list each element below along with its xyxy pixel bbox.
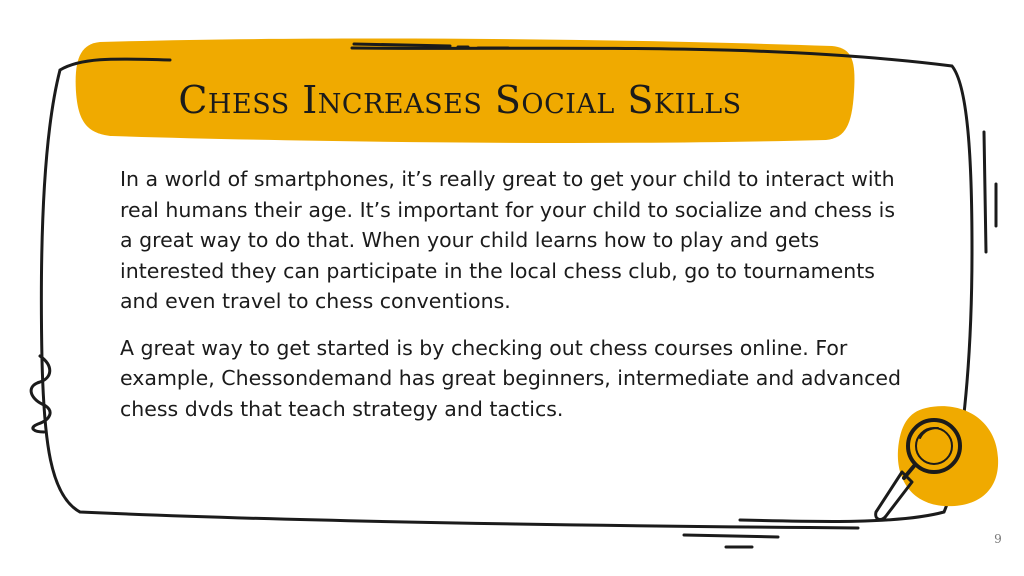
squiggle-icon [31,356,50,432]
body-paragraph: In a world of smartphones, it’s really great to get your child to interact with real humans their age. It’s important for your child to socialize and chess is a great way to do that. When your child learns how to play and gets interested they can participate in the local chess club, go to tournaments and even travel to chess conventions. [120,167,896,313]
side-stroke [984,132,986,252]
slide-body [120,164,910,440]
bottom-dash [684,535,778,537]
page-number: 9 [994,532,1002,546]
top-dash [354,44,450,46]
slide-title: Chess Increases Social Skills [178,78,742,122]
body-paragraph: A great way to get started is by checking out chess courses online. For example, Chessondemand has great beginners, intermediate and advanced chess dvds that teach strategy and tactics. [120,335,901,421]
